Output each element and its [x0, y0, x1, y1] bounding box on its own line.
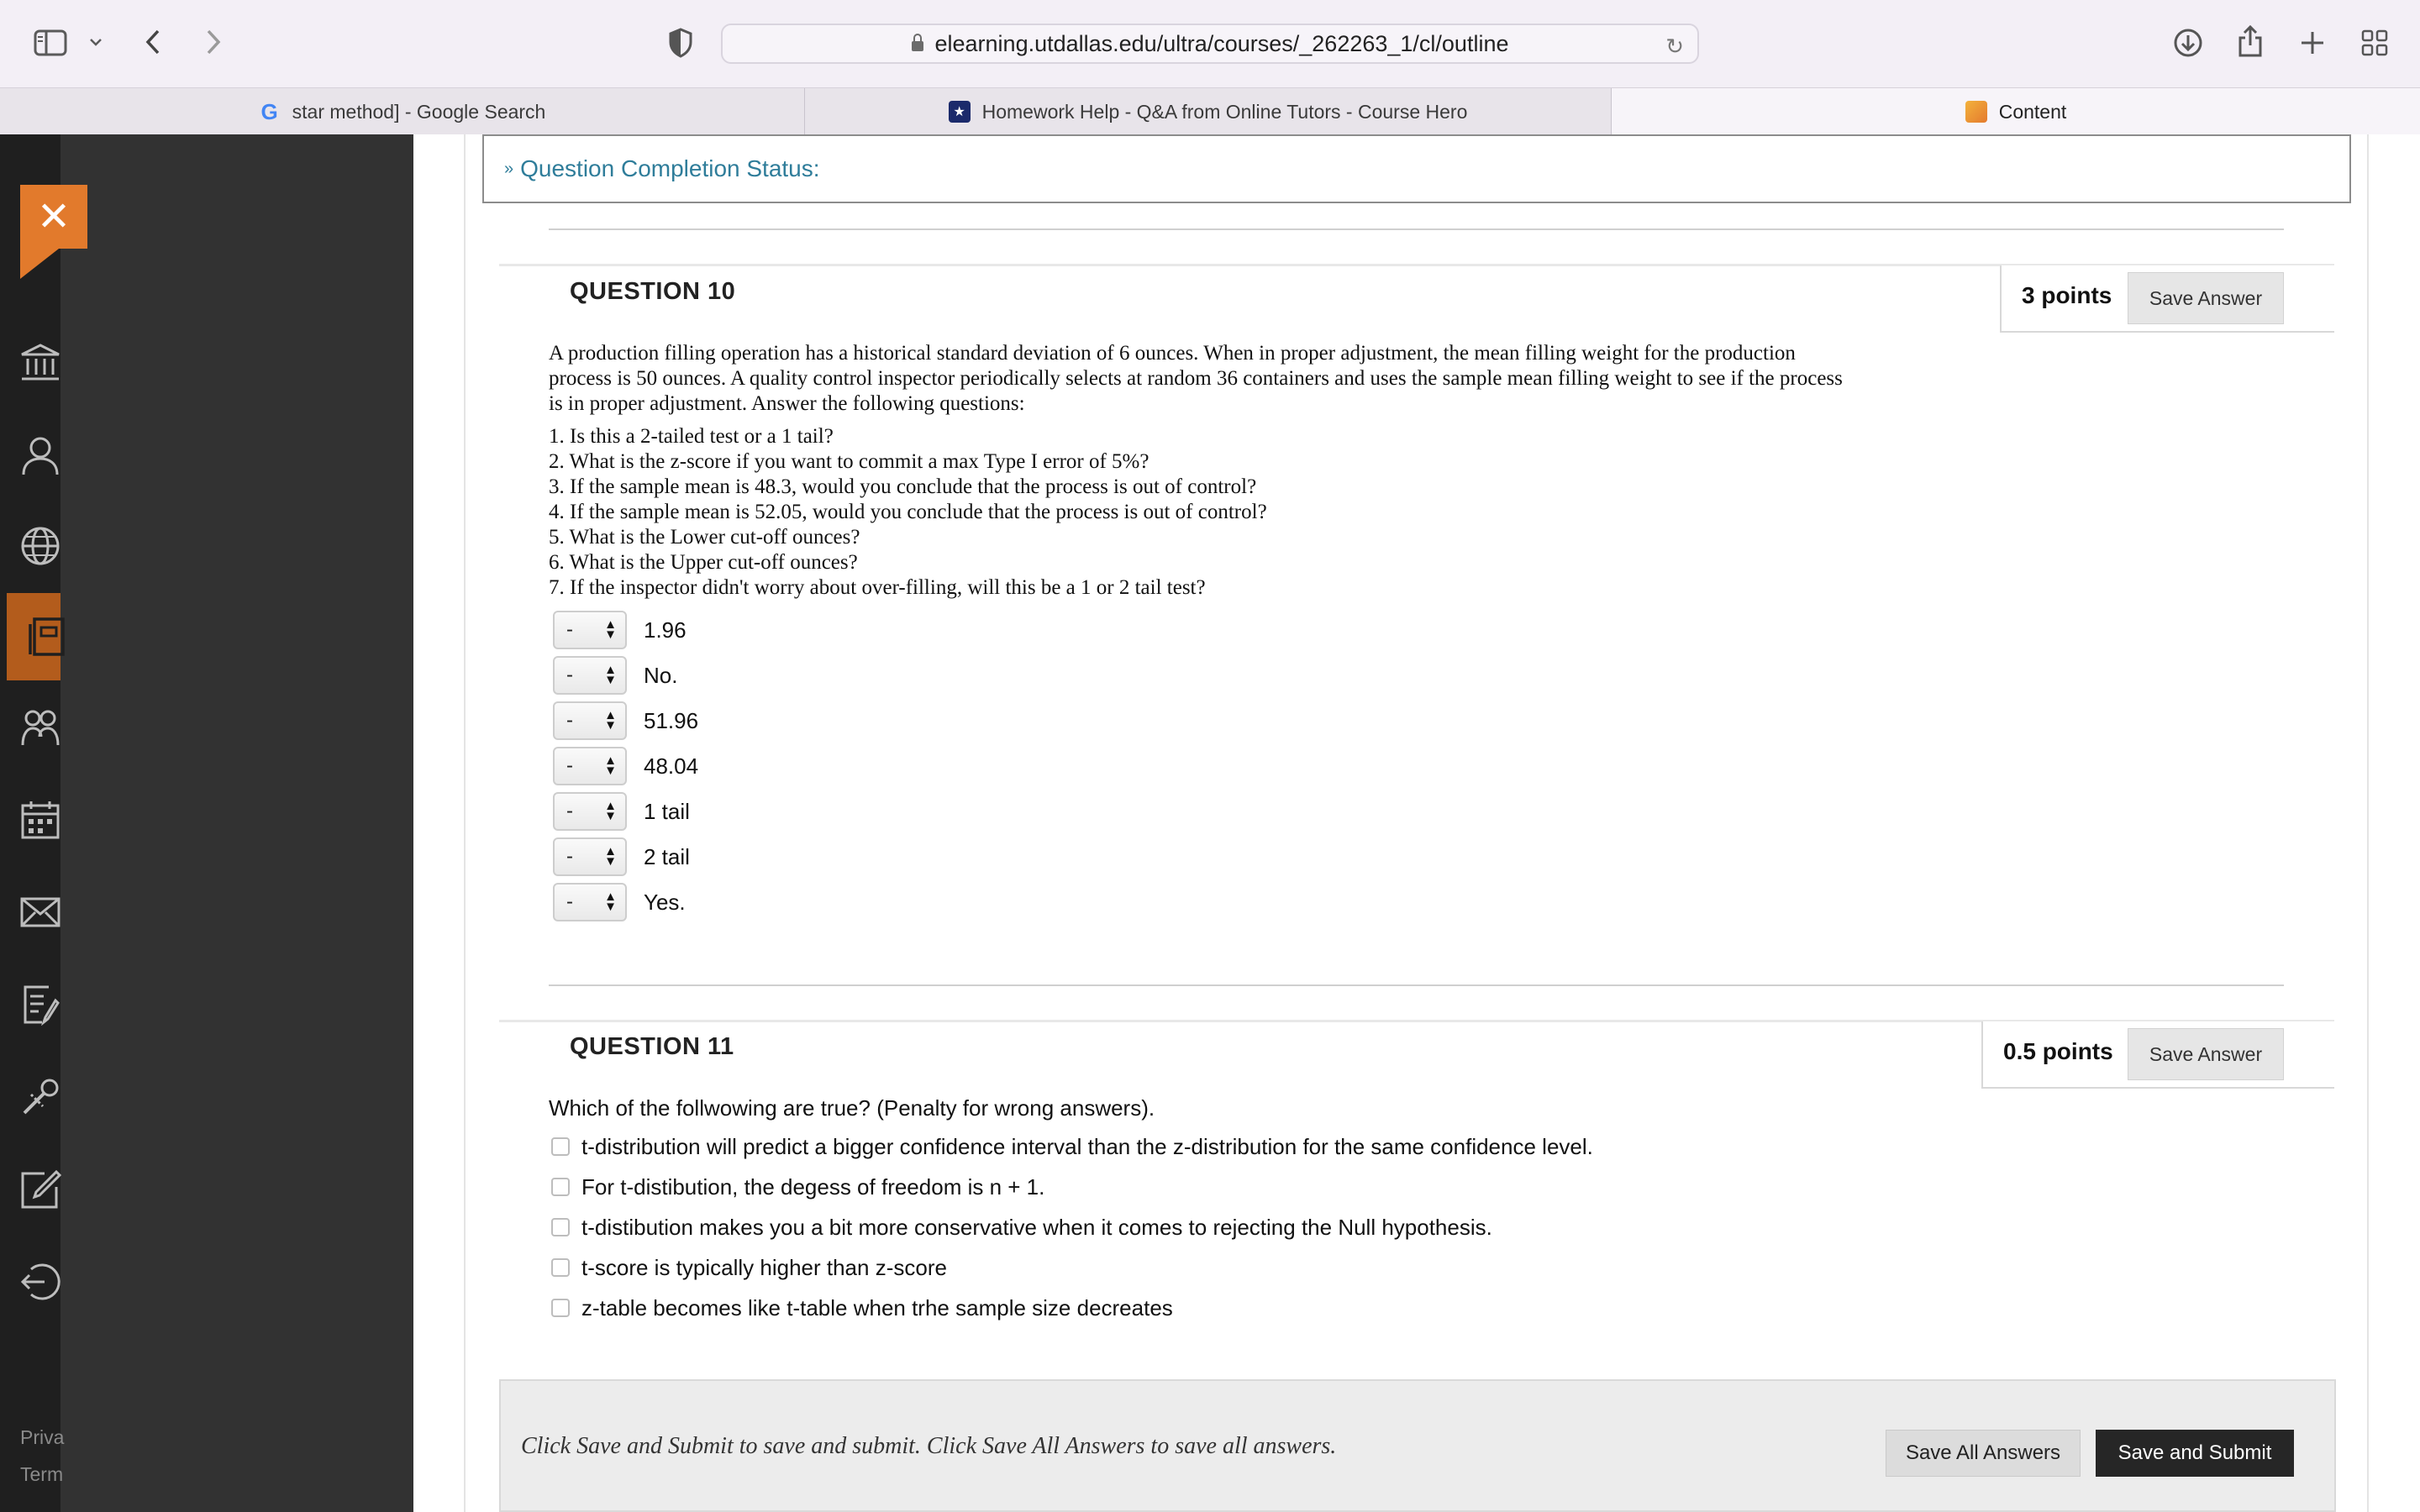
save-and-submit-button[interactable]: Save and Submit	[2096, 1430, 2294, 1477]
option-row	[551, 1294, 1173, 1322]
subquestion-2: 2. What is the z-score if you want to commit a max Type I error of 5%?	[549, 450, 1150, 473]
address-bar[interactable]	[721, 24, 1699, 64]
tools-icon[interactable]	[15, 1072, 66, 1122]
stepper-icon: ▲ ▼	[604, 708, 617, 732]
option-checkbox[interactable]	[551, 1137, 570, 1156]
reload-icon[interactable]: ↻	[1665, 34, 1684, 59]
share-icon[interactable]	[2233, 22, 2267, 60]
save-answer-button[interactable]: Save Answer	[2128, 1028, 2284, 1080]
back-icon[interactable]	[138, 25, 168, 59]
match-row	[553, 837, 690, 877]
match-select[interactable]	[553, 837, 627, 876]
match-answer: 2 tail	[644, 843, 690, 869]
subquestion-6: 6. What is the Upper cut-off ounces?	[549, 551, 858, 574]
option-row	[551, 1132, 1593, 1161]
option-checkbox[interactable]	[551, 1258, 570, 1277]
new-tab-icon[interactable]	[2296, 25, 2329, 60]
submit-instructions: Click Save and Submit to save and submit. Click Save All Answers to save all answers.	[521, 1433, 1337, 1459]
content-border-left	[464, 134, 466, 1512]
sign-out-icon[interactable]	[15, 1257, 66, 1307]
tab-bar	[0, 87, 2420, 134]
select-value: -	[566, 845, 573, 868]
match-answer: 51.96	[644, 707, 699, 733]
tab-label: star method] - Google Search	[292, 100, 546, 123]
content-border-right	[2367, 134, 2369, 1512]
select-value: -	[566, 618, 573, 641]
option-label: t-distribution will predict a bigger confidence interval than the z-distribution for the same confidence level.	[581, 1133, 1593, 1159]
match-select[interactable]	[553, 883, 627, 921]
messages-icon[interactable]	[15, 887, 66, 937]
chevron-down-icon: »	[504, 159, 514, 178]
tab-label: Homework Help - Q&A from Online Tutors - Course Hero	[981, 100, 1468, 123]
match-row	[553, 791, 690, 832]
match-answer: 1.96	[644, 617, 687, 643]
match-select[interactable]	[553, 747, 627, 785]
divider	[549, 984, 2284, 986]
close-button[interactable]: ✕	[20, 185, 87, 249]
option-label: t-score is typically higher than z-score	[581, 1254, 947, 1280]
question-completion-status[interactable]	[482, 134, 2351, 203]
select-value: -	[566, 800, 573, 822]
divider	[549, 228, 2284, 230]
forward-icon[interactable]	[198, 25, 229, 59]
question-11-prompt: Which of the follwowing are true? (Penalty for wrong answers).	[549, 1095, 1155, 1121]
subquestion-7: 7. If the inspector didn't worry about over-filling, will this be a 1 or 2 tail test?	[549, 576, 1206, 599]
match-answer: 1 tail	[644, 798, 690, 824]
chevron-down-icon[interactable]	[84, 30, 108, 54]
institution-icon[interactable]	[15, 338, 66, 388]
match-row	[553, 882, 686, 922]
privacy-link[interactable]: Priva	[20, 1426, 65, 1448]
question-10-title: QUESTION 10	[570, 278, 736, 305]
match-row	[553, 655, 677, 696]
profile-icon[interactable]	[15, 430, 66, 480]
option-row	[551, 1253, 947, 1282]
subquestion-5: 5. What is the Lower cut-off ounces?	[549, 526, 860, 549]
terms-link[interactable]: Term	[20, 1463, 64, 1485]
match-row	[553, 746, 698, 786]
lock-icon	[912, 41, 923, 51]
option-label: t-distibution makes you a bit more conservative when it comes to rejecting the Null hypothesis.	[581, 1214, 1492, 1240]
select-value: -	[566, 754, 573, 777]
stepper-icon: ▲ ▼	[604, 844, 617, 869]
option-label: z-table becomes like t-table when trhe sample size decreates	[581, 1294, 1173, 1320]
tab-overview-icon[interactable]	[2358, 25, 2391, 60]
select-value: -	[566, 709, 573, 732]
stepper-icon: ▲ ▼	[604, 890, 617, 914]
calendar-icon[interactable]	[15, 795, 66, 845]
google-icon: G	[260, 98, 278, 124]
save-all-answers-button[interactable]: Save All Answers	[1886, 1430, 2081, 1477]
match-answer: No.	[644, 662, 678, 688]
question-11-points: 0.5 points	[2003, 1038, 2113, 1064]
pencil-icon	[1965, 101, 1987, 123]
stepper-icon: ▲ ▼	[604, 799, 617, 823]
shield-icon[interactable]	[664, 25, 697, 60]
stepper-icon: ▲ ▼	[604, 617, 617, 642]
save-answer-button[interactable]: Save Answer	[2128, 272, 2284, 324]
option-checkbox[interactable]	[551, 1299, 570, 1317]
match-answer: 48.04	[644, 753, 699, 779]
course-panel	[60, 134, 413, 1512]
globe-icon[interactable]	[15, 521, 66, 571]
match-select[interactable]	[553, 656, 627, 695]
tab-course-hero[interactable]	[805, 88, 1612, 135]
select-value: -	[566, 890, 573, 913]
stepper-icon: ▲ ▼	[604, 753, 617, 778]
edit-icon[interactable]	[15, 1164, 66, 1215]
question-10-text: A production filling operation has a historical standard deviation of 6 ounces. When in proper adjustment, the mean filling weight for the production process is 50 ounces. A quality control inspector periodically selects at random 36 containers and uses the sample mean filling weight to see if the process is in proper adjustment. Answer the following questions:	[549, 342, 1843, 415]
option-row	[551, 1173, 1044, 1201]
option-checkbox[interactable]	[551, 1178, 570, 1196]
select-value: -	[566, 664, 573, 686]
grades-icon[interactable]	[15, 979, 66, 1030]
option-checkbox[interactable]	[551, 1218, 570, 1236]
match-answer: Yes.	[644, 889, 686, 915]
subquestion-3: 3. If the sample mean is 48.3, would you conclude that the process is out of control?	[549, 475, 1257, 498]
tab-google-search[interactable]	[0, 88, 805, 135]
match-select[interactable]	[553, 611, 627, 649]
close-button-tail	[20, 249, 59, 279]
match-select[interactable]	[553, 701, 627, 740]
stepper-icon: ▲ ▼	[604, 663, 617, 687]
match-row	[553, 610, 687, 650]
tab-content[interactable]	[1612, 88, 2420, 135]
url-text: elearning.utdallas.edu/ultra/courses/_262263_1/cl/outline	[934, 30, 1509, 56]
submit-bar	[499, 1379, 2336, 1512]
sidebar-toggle-icon[interactable]	[32, 25, 69, 60]
option-row	[551, 1213, 1492, 1242]
course-hero-icon: ★	[949, 101, 971, 123]
subquestion-4: 4. If the sample mean is 52.05, would you conclude that the process is out of control?	[549, 501, 1267, 523]
groups-icon[interactable]	[15, 702, 66, 753]
download-icon[interactable]	[2171, 25, 2205, 60]
status-label: Question Completion Status:	[520, 155, 820, 181]
question-10-points: 3 points	[2022, 282, 2112, 308]
match-row	[553, 701, 698, 741]
match-select[interactable]	[553, 792, 627, 831]
question-11-title: QUESTION 11	[570, 1033, 734, 1060]
subquestion-1: 1. Is this a 2-tailed test or a 1 tail?	[549, 425, 834, 448]
browser-toolbar	[0, 0, 2420, 87]
courses-icon[interactable]	[22, 612, 72, 662]
option-label: For t-distibution, the degess of freedom is n + 1.	[581, 1173, 1045, 1200]
tab-label: Content	[1998, 100, 2067, 123]
